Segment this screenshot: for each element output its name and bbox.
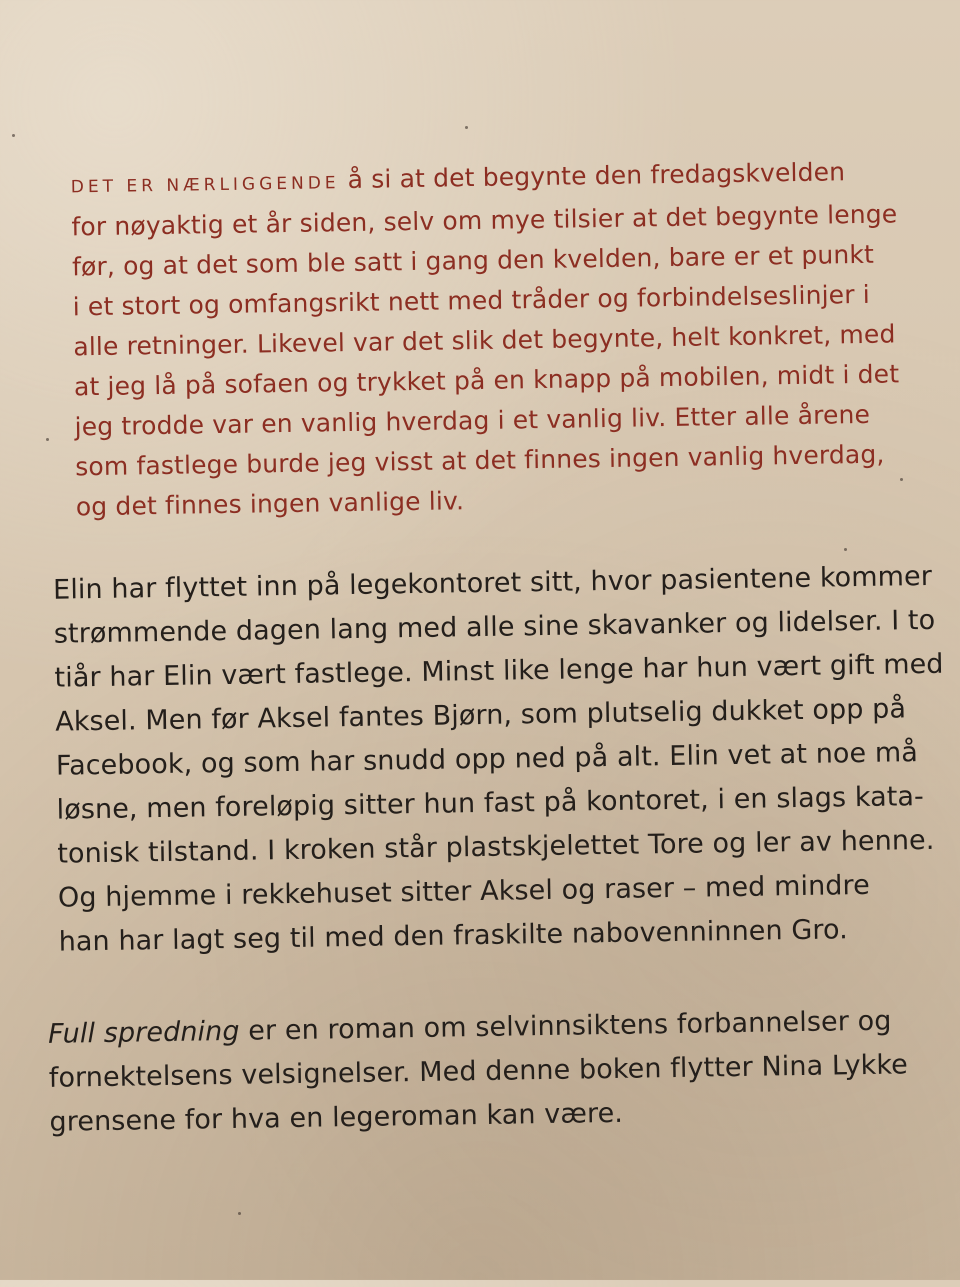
excerpt-line: at jeg lå på sofaen og trykket på en knapp på mobilen, midt i det [73, 359, 900, 402]
paper-speck [238, 1212, 241, 1215]
excerpt-paragraph [70, 151, 902, 527]
paper-speck [12, 134, 15, 137]
excerpt-lead: DET ER NÆRLIGGENDE [70, 173, 340, 198]
blurb-line: er en roman om selvinnsiktens forbannelser og [239, 1005, 892, 1047]
paper-speck [844, 548, 847, 551]
blurb-line: tiår har Elin vært fastlege. Minst like lenge har hun vært gift med [54, 648, 944, 694]
blurb-line: Og hjemme i rekkehuset sitter Aksel og raser – med mindre [57, 869, 871, 914]
blurb-line: Facebook, og som har snudd opp ned på alt. Elin vet at noe må [55, 737, 919, 782]
blurb-line: tonisk tilstand. I kroken står plastskjelettet Tore og ler av henne. [57, 824, 935, 870]
book-title: Full spredning [47, 1015, 240, 1050]
blurb-line: fornektelsens velsignelser. Med denne boken flytter Nina Lykke [48, 1049, 909, 1094]
excerpt-line: i et stort og omfangsrikt nett med tråder og forbindelseslinjer i [72, 279, 871, 322]
paper-speck [900, 478, 903, 481]
blurb-line: strømmende dagen lang med alle sine skavanker og lidelser. I to [53, 604, 936, 650]
blurb-line: Aksel. Men før Aksel fantes Bjørn, som plutselig dukket opp på [54, 693, 907, 738]
excerpt-line: før, og at det som ble satt i gang den kvelden, bare er et punkt [71, 239, 875, 282]
excerpt-line: å si at det begynte den fredagskvelden [339, 157, 846, 195]
excerpt-line: og det finnes ingen vanlige liv. [75, 486, 465, 522]
excerpt-line: alle retninger. Likevel var det slik det begynte, helt konkret, med [73, 319, 896, 362]
blurb-line: grensene for hva en legeroman kan være. [49, 1097, 624, 1138]
excerpt-line: som fastlege burde jeg visst at det finnes ingen vanlig hverdag, [75, 439, 885, 482]
excerpt-line: for nøyaktig et år siden, selv om mye tilsier at det begynte lenge [71, 199, 898, 242]
blurb-line: han har lagt seg til med den fraskilte nabovenninnen Gro. [58, 914, 849, 958]
blurb-paragraph-2 [48, 999, 909, 1144]
paper-speck [465, 126, 468, 129]
blurb-line: Elin har flyttet inn på legekontoret sitt, hvor pasientene kommer [52, 560, 933, 606]
paper-speck [46, 438, 49, 441]
excerpt-line: jeg trodde var en vanlig hverdag i et vanlig liv. Etter alle årene [74, 399, 871, 442]
blurb-line: løsne, men foreløpig sitter hun fast på kontoret, i en slags kata- [56, 781, 925, 826]
blurb-paragraph-1 [53, 555, 948, 965]
